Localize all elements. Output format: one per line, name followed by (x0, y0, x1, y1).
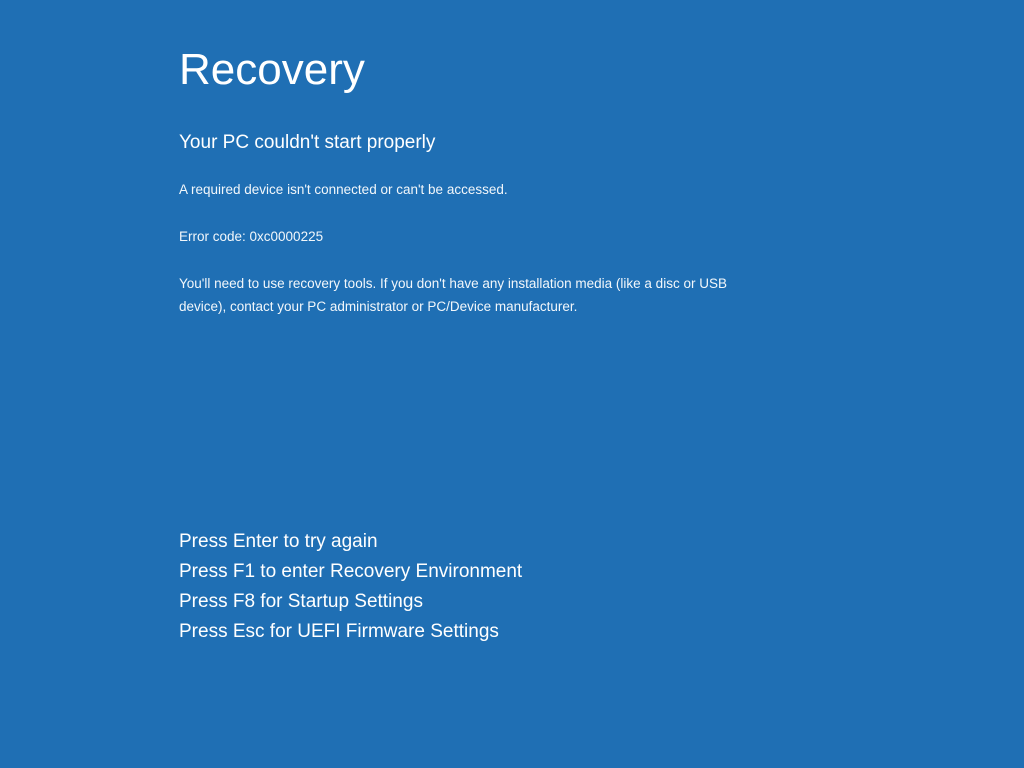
error-code-text: Error code: 0xc0000225 (179, 229, 324, 244)
page-title: Recovery (179, 45, 365, 94)
option-f1-recovery-environment[interactable]: Press F1 to enter Recovery Environment (179, 561, 523, 582)
option-f8-startup-settings[interactable]: Press F8 for Startup Settings (179, 591, 423, 612)
recovery-instructions-text: You'll need to use recovery tools. If you don't have any installation media (like a disc or USB device), contact your PC administrator or PC/Device manufacturer. (179, 276, 727, 314)
option-esc-uefi-firmware-settings[interactable]: Press Esc for UEFI Firmware Settings (179, 621, 499, 642)
recovery-message-block (179, 44, 899, 318)
option-enter-try-again[interactable]: Press Enter to try again (179, 531, 378, 552)
error-headline: Your PC couldn't start properly (179, 132, 436, 153)
recovery-options-list (179, 527, 899, 647)
error-detail-text: A required device isn't connected or can't be accessed. (179, 182, 508, 197)
